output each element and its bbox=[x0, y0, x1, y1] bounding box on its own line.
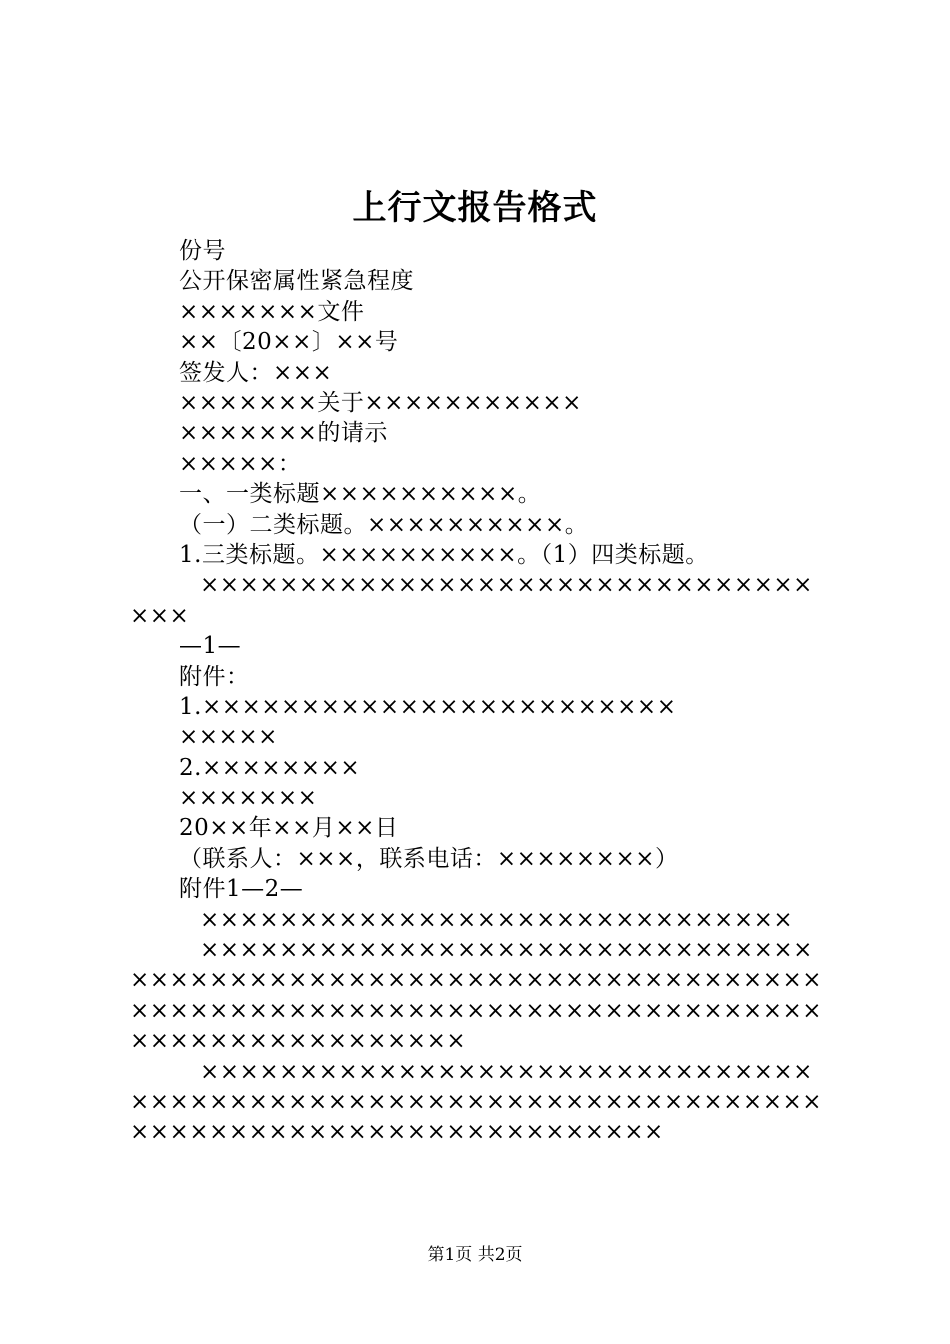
page-marker: —1— bbox=[179, 633, 242, 660]
body-paragraph-2: ×××××××××××××××××××××××××××××× bbox=[200, 906, 794, 933]
date-line: 20××年××月××日 bbox=[179, 815, 399, 842]
signer-line: 签发人：××× bbox=[179, 359, 333, 386]
heading-level-1: 一、一类标题××××××××××。 bbox=[179, 481, 542, 508]
body-paragraph-3: ×××××××××××××××××××××××××××××××××××××××××××××××××××××××××××××××××××××××××××××××××××××××××××××××××××××××××××××××××××××× bbox=[130, 937, 823, 1055]
confidentiality-urgency-line: 公开保密属性紧急程度 bbox=[179, 268, 414, 295]
document-number-line: ××〔20××〕××号 bbox=[179, 329, 399, 356]
addressee-line: ×××××： bbox=[179, 450, 302, 477]
contact-line: （联系人：×××，联系电话：××××××××） bbox=[179, 845, 679, 872]
subject-line-1: ×××××××关于××××××××××× bbox=[179, 389, 582, 416]
body-paragraph-1: ×××××××××××××××××××××××××××××××××× bbox=[130, 572, 813, 629]
attachment-header-line: 附件1—2— bbox=[179, 876, 304, 903]
heading-level-2: （一）二类标题。××××××××××。 bbox=[179, 511, 589, 538]
document-title: 上行文报告格式 bbox=[352, 188, 598, 228]
page-footer: 第1页 共2页 bbox=[427, 1245, 523, 1265]
attachment-2-line-1: 2.×××××××× bbox=[179, 754, 361, 781]
attachments-label: 附件： bbox=[179, 663, 250, 690]
document-body bbox=[130, 236, 832, 1148]
subject-line-2: ×××××××的请示 bbox=[179, 420, 388, 447]
attachment-2-line-2: ××××××× bbox=[179, 785, 318, 812]
body-paragraph-4: ××××××××××××××××××××××××××××××××××××××××××××××××××××××××××××××××××××××××××××××××××××××××××××× bbox=[130, 1058, 823, 1146]
attachment-1-line-1: 1.×××××××××××××××××××××××× bbox=[179, 693, 677, 720]
copy-number-line: 份号 bbox=[179, 238, 226, 264]
issuing-authority-line: ×××××××文件 bbox=[179, 298, 365, 325]
attachment-1-line-2: ××××× bbox=[179, 724, 278, 751]
heading-level-3-4: 1.三类标题。××××××××××。（1）四类标题。 bbox=[179, 541, 709, 568]
